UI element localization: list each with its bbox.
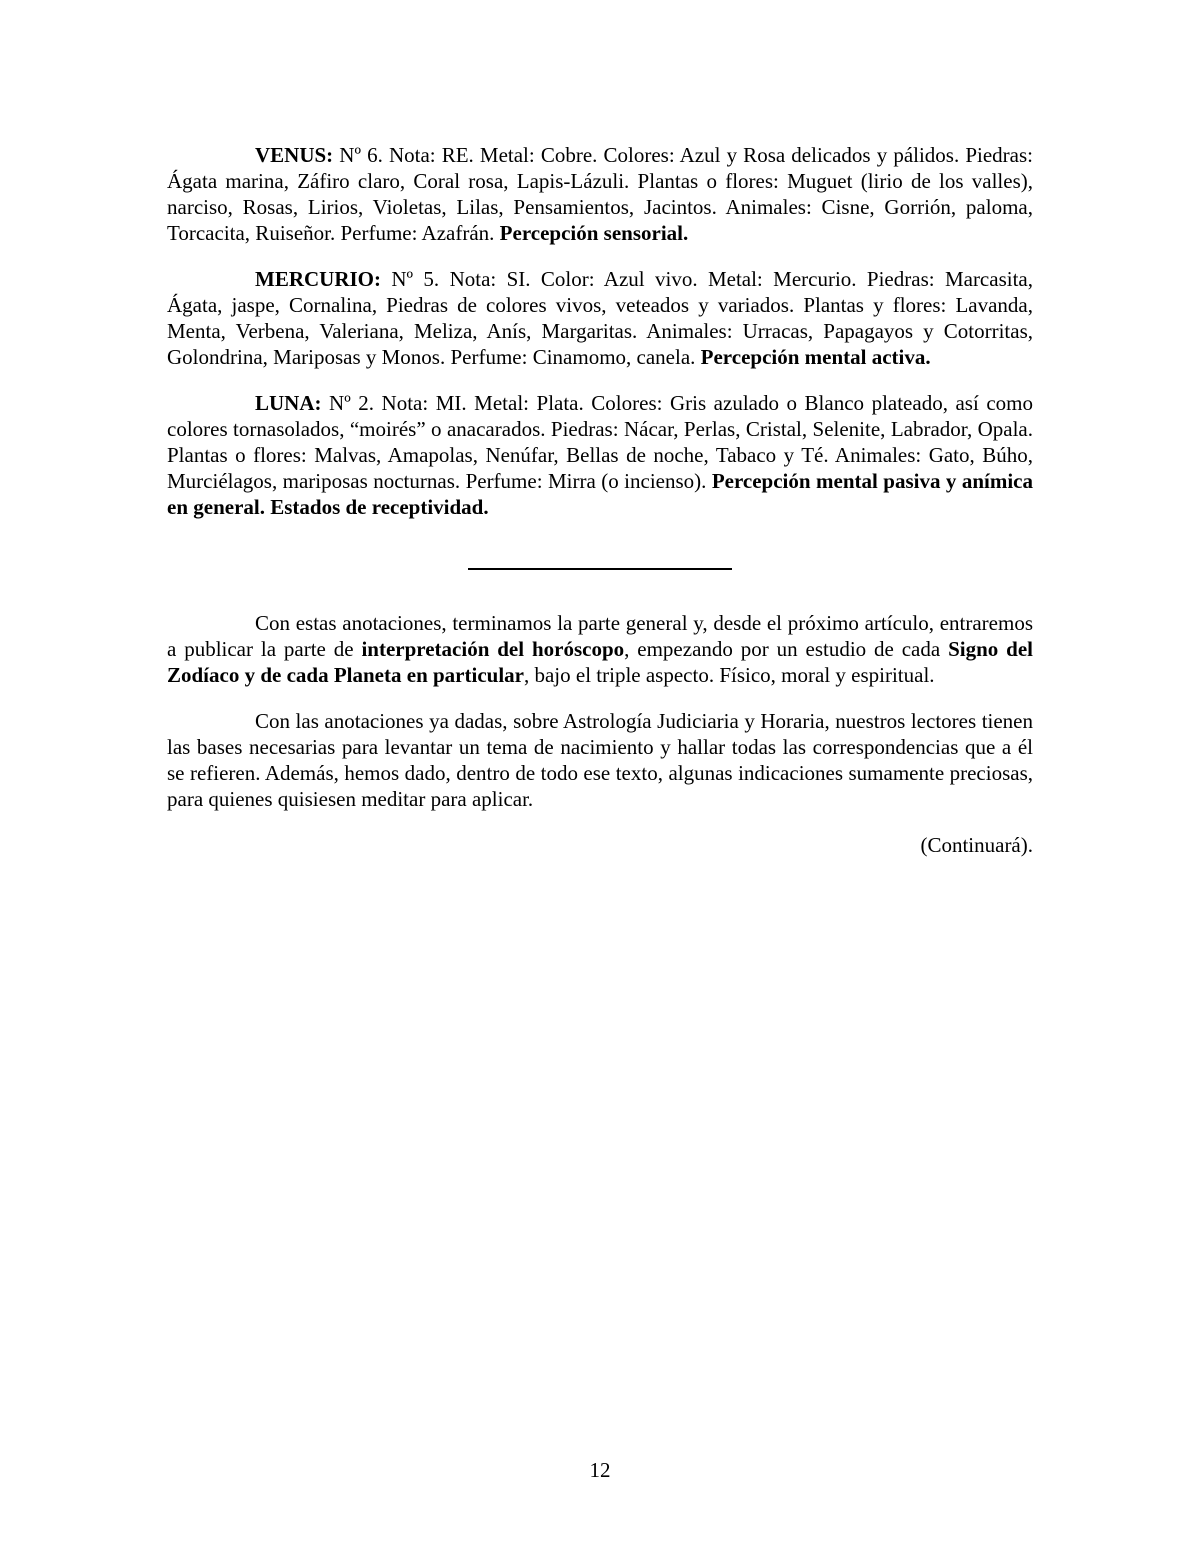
mercurio-label: MERCURIO: — [255, 267, 381, 291]
luna-label: LUNA: — [255, 391, 322, 415]
continues-note: (Continuará). — [920, 833, 1033, 857]
mercurio-text: Nº 5. Nota: SI. Color: Azul vivo. Metal: Mercurio. Piedras: Marcasita, Ágata, jaspe, Cornalina, Piedras de colores vivos, veteados y variados. Plantas y flores: Lavanda, Menta, Verbena, Valeriana, Meliza, Anís, Margaritas. Animales: Urracas, Papagayos y Cotorritas, Golondrina, Mariposas y Monos. Perfume: Cinamomo, canela. — [167, 267, 1033, 369]
closing-paragraph-2: Con las anotaciones ya dadas, sobre Astrología Judiciaria y Horaria, nuestros lectores tienen las bases necesarias para levantar un tema de nacimiento y hallar todas las correspondencias que a él se refieren. Además, hemos dado, dentro de todo ese texto, algunas indicaciones sumamente preciosas, para quienes quisiesen meditar para aplicar. — [167, 709, 1033, 811]
closing-text-c: , empezando por un estudio de cada — [624, 637, 949, 661]
closing-emphasis-interpretation: interpretación del horóscopo — [361, 637, 625, 661]
venus-label: VENUS: — [255, 143, 334, 167]
page-number: 12 — [589, 1458, 611, 1482]
mercurio-perception: Percepción mental activa. — [700, 345, 931, 369]
section-divider — [468, 568, 732, 570]
mercurio-paragraph — [167, 266, 1033, 370]
closing-text-e: , bajo el triple aspecto. Físico, moral y espiritual. — [523, 663, 935, 687]
closing-text-a: Con estas anotaciones, terminamos la parte general y, desde el próximo artículo, entraremos a publicar la parte de — [167, 611, 1033, 661]
closing-emphasis-signs: Signo del Zodíaco y de cada Planeta en particular — [167, 637, 1033, 687]
luna-text: Nº 2. Nota: MI. Metal: Plata. Colores: Gris azulado o Blanco plateado, así como colores tornasolados, “moirés” o anacarados. Piedras: Nácar, Perlas, Cristal, Selenite, Labrador, Opala. Plantas o flores: Malvas, Amapolas, Nenúfar, Bellas de noche, Tabaco y Té. Animales: Gato, Búho, Murciélagos, mariposas nocturnas. Perfume: Mirra (o incienso). — [167, 391, 1033, 493]
page-content — [167, 142, 1033, 879]
closing-paragraph-1 — [167, 610, 1033, 688]
venus-text: Nº 6. Nota: RE. Metal: Cobre. Colores: Azul y Rosa delicados y pálidos. Piedras: Ágata marina, Záfiro claro, Coral rosa, Lapis-Lázuli. Plantas o flores: Muguet (lirio de los valles), narciso, Rosas, Lirios, Violetas, Lilas, Pensamientos, Jacintos. Animales: Cisne, Gorrión, paloma, Torcacita, Ruiseñor. Perfume: Azafrán. — [167, 143, 1033, 245]
luna-paragraph — [167, 390, 1033, 520]
venus-paragraph — [167, 142, 1033, 246]
venus-perception: Percepción sensorial. — [499, 221, 689, 245]
luna-perception: Percepción mental pasiva y anímica en general. Estados de receptividad. — [167, 469, 1033, 519]
